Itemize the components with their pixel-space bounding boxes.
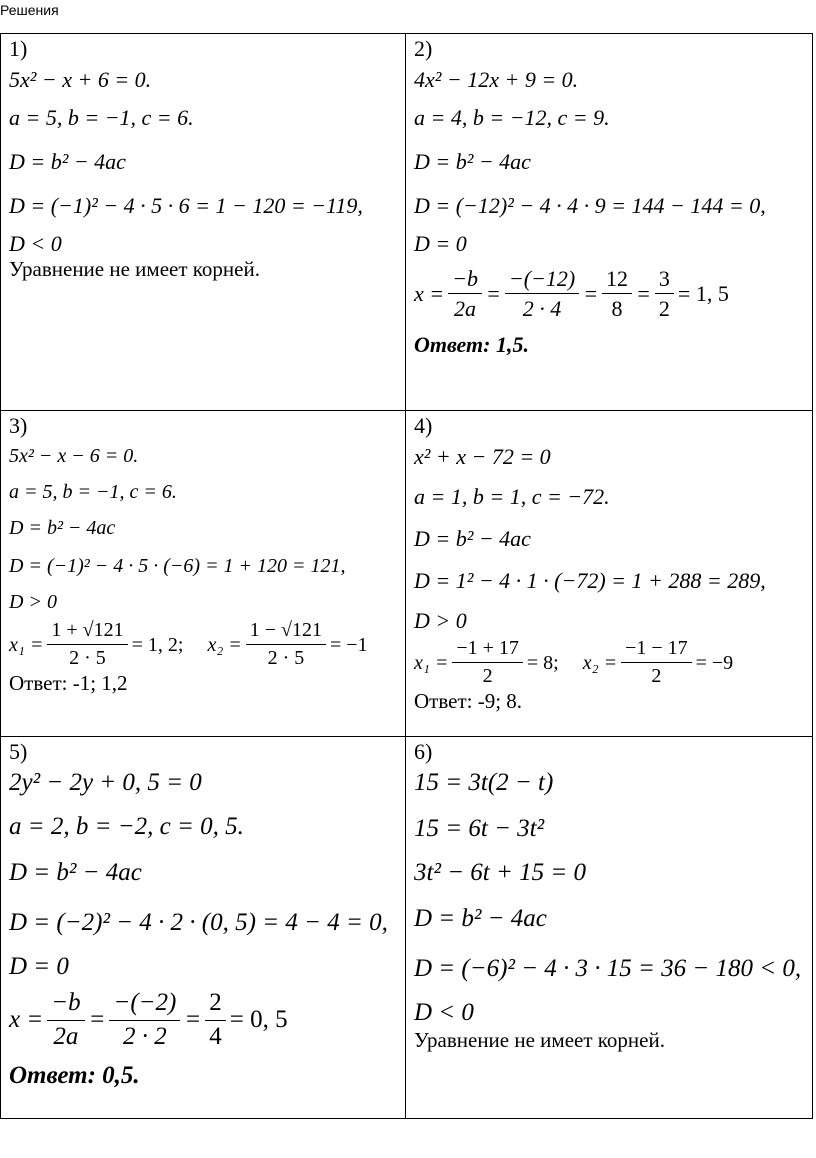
root-lhs: x₁ = xyxy=(414,651,449,674)
coefficients-line: a = 4, b = −12, c = 9. xyxy=(414,105,610,130)
equation-line: 15 = 3t(2 − t) xyxy=(414,769,554,796)
root-value: = 1, 5 xyxy=(677,280,729,306)
root-value: = 8; xyxy=(526,651,559,674)
root-formula xyxy=(9,989,405,1052)
discriminant-calculation: D = (−6)² − 4 · 3 · 15 = 36 − 180 < 0, xyxy=(414,955,802,982)
standard-form: 3t² − 6t + 15 = 0 xyxy=(414,859,586,886)
numerator: −b xyxy=(47,989,84,1021)
fraction xyxy=(655,266,674,322)
fraction xyxy=(452,637,523,688)
equals-sign: = xyxy=(636,280,651,306)
coefficients-line: a = 1, b = 1, c = −72. xyxy=(414,484,610,509)
discriminant-formula: D = b² − 4ac xyxy=(414,905,547,932)
problem-number: 3) xyxy=(9,413,28,438)
problem-number: 5) xyxy=(9,739,28,764)
root-lhs: x₂ = xyxy=(207,633,242,656)
discriminant-sign: D = 0 xyxy=(9,953,69,980)
fraction xyxy=(602,266,632,322)
fraction xyxy=(505,266,579,322)
root-lhs: x = xyxy=(414,280,445,306)
coefficients-line: a = 2, b = −2, c = 0, 5. xyxy=(9,813,244,840)
fraction xyxy=(47,989,84,1052)
roots-formula xyxy=(9,619,405,670)
discriminant-calculation: D = 1² − 4 · 1 · (−72) = 1 + 288 = 289, xyxy=(414,568,766,593)
answer-text: Ответ: 0,5. xyxy=(9,1061,140,1089)
discriminant-formula: D = b² − 4ac xyxy=(9,859,142,886)
problem-number: 2) xyxy=(414,36,433,61)
roots-formula xyxy=(414,637,812,688)
root-lhs: x₂ = xyxy=(582,651,618,674)
equation-line: x² + x − 72 = 0 xyxy=(414,444,551,469)
denominator: 2 xyxy=(482,665,493,687)
coefficients-line: a = 5, b = −1, c = 6. xyxy=(9,481,177,503)
conclusion-text: Уравнение не имеет корней. xyxy=(9,257,260,281)
equals-sign: = xyxy=(88,1006,106,1034)
expanded-equation: 15 = 6t − 3t² xyxy=(414,815,545,842)
discriminant-formula: D = b² − 4ac xyxy=(414,149,531,174)
equation-line: 5x² − x + 6 = 0. xyxy=(9,67,152,92)
discriminant-formula: D = b² − 4ac xyxy=(9,149,126,174)
fraction xyxy=(246,619,326,670)
discriminant-calculation: D = (−1)² − 4 · 5 · 6 = 1 − 120 = −119, xyxy=(9,193,363,218)
denominator: 2 xyxy=(651,665,662,687)
equation-line: 4x² − 12x + 9 = 0. xyxy=(414,67,579,92)
numerator: −1 + 17 xyxy=(452,637,523,663)
coefficients-line: a = 5, b = −1, c = 6. xyxy=(9,105,194,130)
conclusion-text: Уравнение не имеет корней. xyxy=(414,1028,665,1052)
discriminant-sign: D < 0 xyxy=(414,999,474,1026)
solution-cell-5 xyxy=(1,737,406,1119)
equals-sign: = xyxy=(583,280,599,306)
answer-text: Ответ: 1,5. xyxy=(414,331,529,357)
numerator: −(−2) xyxy=(109,989,180,1021)
discriminant-sign: D < 0 xyxy=(9,231,62,256)
discriminant-sign: D > 0 xyxy=(9,591,57,613)
denominator: 4 xyxy=(209,1022,222,1050)
denominator: 2 xyxy=(658,296,670,322)
root-formula xyxy=(414,266,812,322)
denominator: 2 · 5 xyxy=(69,647,106,669)
fraction xyxy=(448,266,482,322)
solution-cell-3 xyxy=(1,411,406,737)
root-value: = −9 xyxy=(695,651,734,674)
numerator: 1 + √121 xyxy=(47,619,127,645)
denominator: 8 xyxy=(611,296,623,322)
answer-text: Ответ: -1; 1,2 xyxy=(9,671,128,695)
solution-cell-1 xyxy=(1,34,406,411)
numerator: −(−12) xyxy=(505,266,579,294)
discriminant-calculation: D = (−2)² − 4 · 2 · (0, 5) = 4 − 4 = 0, xyxy=(9,909,388,936)
fraction xyxy=(47,619,127,670)
equals-sign: = xyxy=(485,280,501,306)
solution-cell-4 xyxy=(406,411,813,737)
fraction xyxy=(109,989,180,1052)
problem-number: 1) xyxy=(9,36,28,61)
numerator: −1 − 17 xyxy=(621,637,692,663)
answer-text: Ответ: -9; 8. xyxy=(414,689,523,713)
numerator: 3 xyxy=(655,266,674,294)
equation-line: 2y² − 2y + 0, 5 = 0 xyxy=(9,769,202,796)
denominator: 2a xyxy=(53,1022,79,1050)
discriminant-formula: D = b² − 4ac xyxy=(414,526,531,551)
denominator: 2 · 4 xyxy=(522,296,562,322)
problem-number: 6) xyxy=(414,739,433,764)
root-lhs: x = xyxy=(9,1006,44,1034)
numerator: 1 − √121 xyxy=(246,619,326,645)
numerator: 2 xyxy=(205,989,226,1021)
fraction xyxy=(205,989,226,1052)
root-lhs: x₁ = xyxy=(9,633,44,656)
discriminant-formula: D = b² − 4ac xyxy=(9,517,116,539)
discriminant-sign: D > 0 xyxy=(414,608,467,633)
discriminant-calculation: D = (−1)² − 4 · 5 · (−6) = 1 + 120 = 121, xyxy=(9,555,346,577)
root-value: = 0, 5 xyxy=(229,1006,288,1034)
problem-number: 4) xyxy=(414,413,433,438)
numerator: 12 xyxy=(602,266,632,294)
equation-line: 5x² − x − 6 = 0. xyxy=(9,445,139,467)
root-value: = 1, 2; xyxy=(131,633,184,656)
discriminant-sign: D = 0 xyxy=(414,231,467,256)
page-heading: Решения xyxy=(0,2,59,18)
numerator: −b xyxy=(448,266,482,294)
solution-cell-2 xyxy=(406,34,813,411)
denominator: 2 · 2 xyxy=(123,1022,167,1050)
solution-cell-6 xyxy=(406,737,813,1119)
discriminant-calculation: D = (−12)² − 4 · 4 · 9 = 144 − 144 = 0, xyxy=(414,193,766,218)
denominator: 2a xyxy=(454,296,477,322)
fraction xyxy=(621,637,692,688)
denominator: 2 · 5 xyxy=(267,647,305,669)
solutions-table xyxy=(0,33,813,1119)
equals-sign: = xyxy=(184,1006,202,1034)
root-value: = −1 xyxy=(330,633,368,656)
